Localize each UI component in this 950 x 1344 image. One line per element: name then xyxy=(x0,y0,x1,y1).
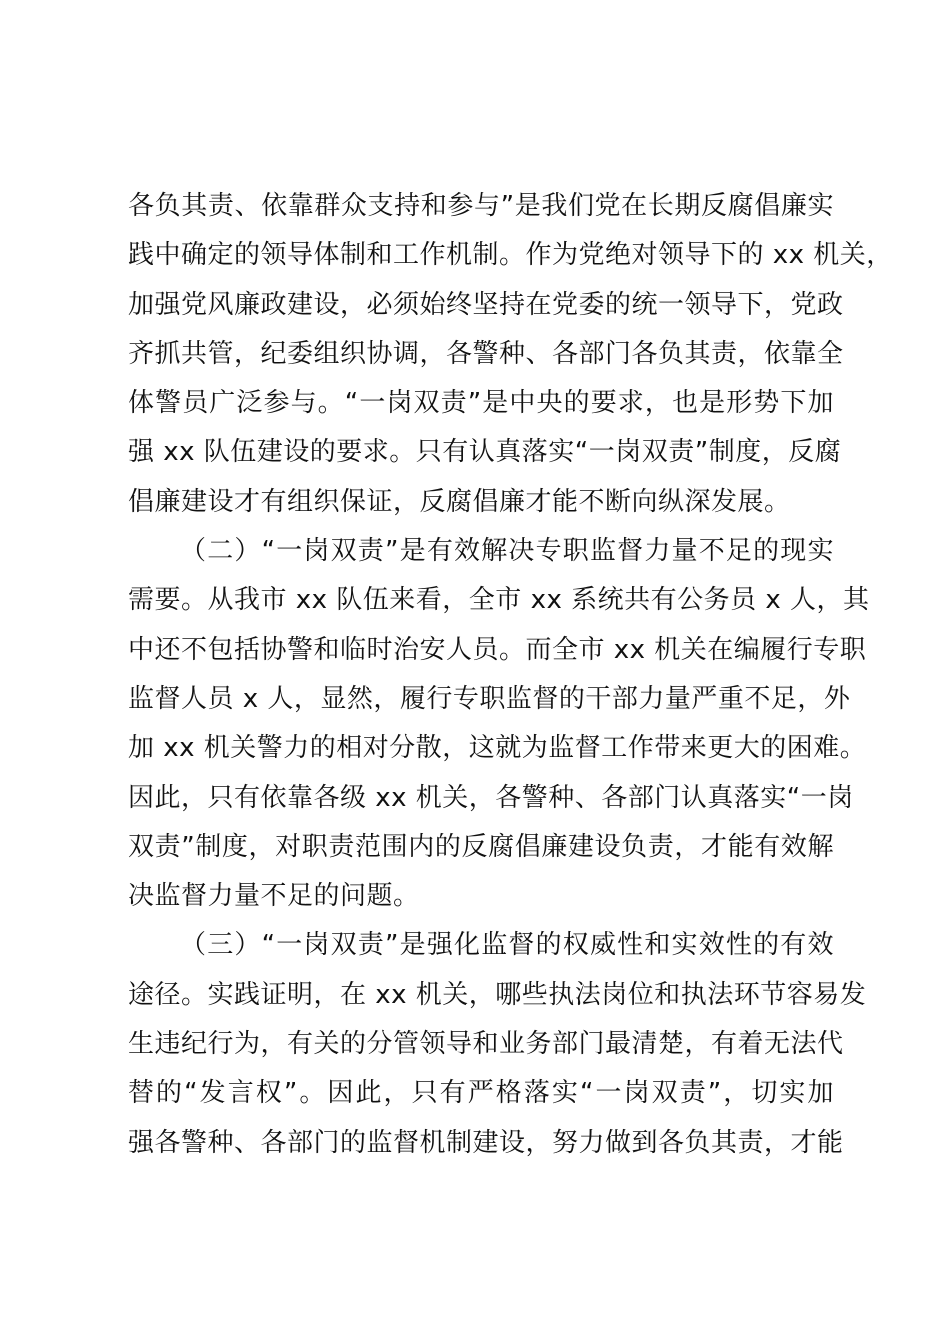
paragraph-1-line-3: 加强党风廉政建设，必须始终坚持在党委的统一领导下，党政 xyxy=(128,289,844,320)
paragraph-2-line-5: 加 xx 机关警力的相对分散，这就为监督工作带来更大的困难。 xyxy=(128,733,867,764)
paragraph-3-line-4: 替的“发言权”。因此，只有严格落实“一岗双责”，切实加 xyxy=(128,1078,834,1109)
paragraph-1-line-1: 各负其责、依靠群众支持和参与”是我们党在长期反腐倡廉实 xyxy=(128,191,834,221)
paragraph-1-line-5: 体警员广泛参与。“一岗双责”是中央的要求，也是形势下加 xyxy=(128,388,834,419)
paragraph-1-line-6: 强 xx 队伍建设的要求。只有认真落实“一岗双责”制度，反腐 xyxy=(128,437,842,468)
paragraph-2-line-1: （二）“一岗双责”是有效解决专职监督力量不足的现实 xyxy=(180,536,834,567)
paragraph-1-line-4: 齐抓共管，纪委组织协调，各警种、各部门各负其责，依靠全 xyxy=(128,338,844,369)
paragraph-3-line-1: （三）“一岗双责”是强化监督的权威性和实效性的有效 xyxy=(180,930,834,961)
paragraph-1-line-7: 倡廉建设才有组织保证，反腐倡廉才能不断向纵深发展。 xyxy=(128,486,791,517)
paragraph-3-line-3: 生违纪行为，有关的分管领导和业务部门最清楚，有着无法代 xyxy=(128,1029,844,1060)
paragraph-2-line-8: 决监督力量不足的问题。 xyxy=(128,881,420,912)
paragraph-3-line-5: 强各警种、各部门的监督机制建设，努力做到各负其责，才能 xyxy=(128,1127,844,1158)
document-body xyxy=(128,182,893,1168)
paragraph-2-line-4: 监督人员 x 人，显然，履行专职监督的干部力量严重不足，外 xyxy=(128,683,851,714)
paragraph-2-line-3: 中还不包括协警和临时治安人员。而全市 xx 机关在编履行专职 xyxy=(128,634,867,665)
paragraph-3-line-2: 途径。实践证明，在 xx 机关，哪些执法岗位和执法环节容易发 xyxy=(128,979,867,1010)
paragraph-2-line-2: 需要。从我市 xx 队伍来看，全市 xx 系统共有公务员 x 人，其 xyxy=(128,585,870,616)
paragraph-2-line-7: 双责”制度，对职责范围内的反腐倡廉建设负责，才能有效解 xyxy=(128,831,834,862)
paragraph-2-line-6: 因此，只有依靠各级 xx 机关，各警种、各部门认真落实“一岗 xyxy=(128,782,854,813)
paragraph-1-line-2: 践中确定的领导体制和工作机制。作为党绝对领导下的 xx 机关， xyxy=(128,240,893,271)
